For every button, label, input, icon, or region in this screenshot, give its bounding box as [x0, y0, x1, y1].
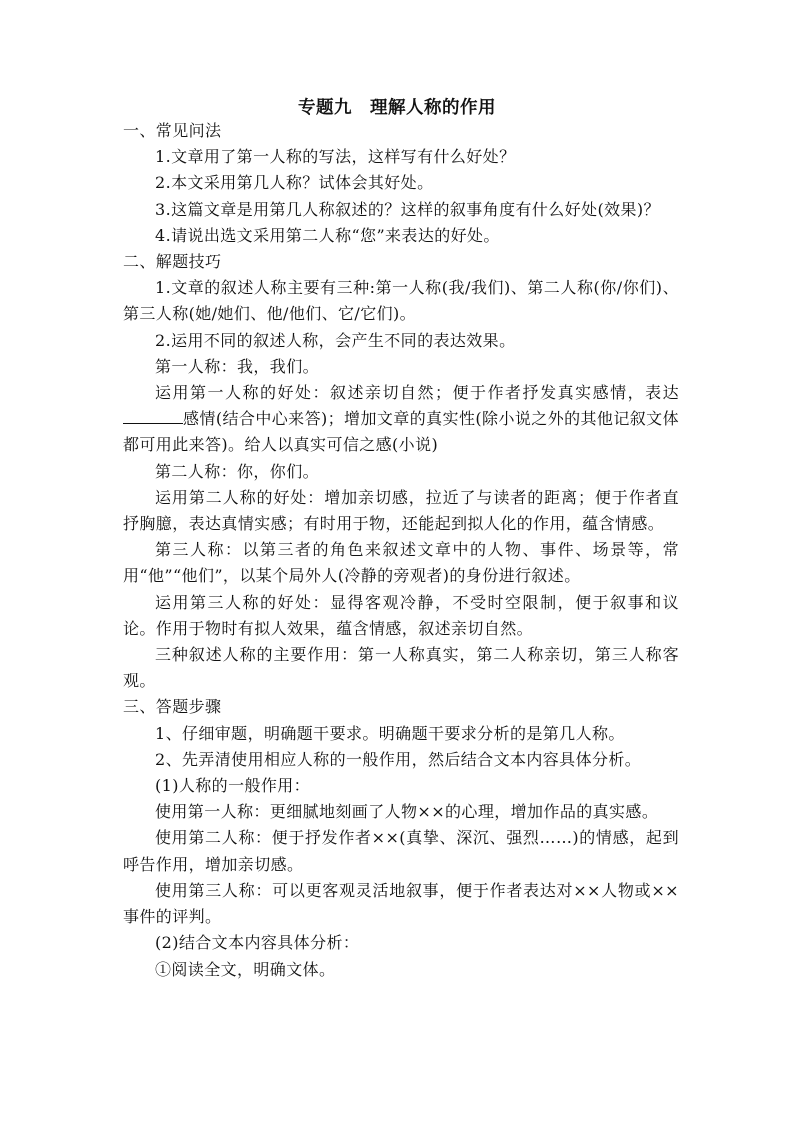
page-title: 专题九 理解人称的作用	[298, 98, 496, 118]
first-person-benefits	[123, 380, 679, 459]
read-full-text-step: ①阅读全文，明确文体。	[155, 959, 336, 979]
document-body	[123, 118, 679, 983]
use-second-person: 使用第二人称：便于抒发作者××(真挚、深沉、强烈……)的情感，起到呼告作用，增加亲切感。	[123, 828, 679, 874]
first-person-benefits-part-a: 运用第一人称的好处：叙述亲切自然；便于作者抒发真实感情，表达	[155, 383, 679, 403]
step-1: 1、仔细审题，明确题干要求。明确题干要求分析的是第几人称。	[155, 723, 625, 743]
second-person-benefits: 运用第二人称的好处：增加亲切感，拉近了与读者的距离；便于作者直抒胸臆，表达真情实感；有时用于物，还能起到拟人化的作用，蕴含情感。	[123, 487, 679, 534]
question-2: 2.本文采用第几人称？试体会其好处。	[155, 173, 434, 193]
first-person-definition: 第一人称：我，我们。	[155, 356, 320, 376]
use-first-person: 使用第一人称：更细腻地刻画了人物××的心理，增加作品的真实感。	[155, 802, 659, 822]
fill-in-blank	[123, 409, 183, 424]
tip-paragraph-1: 1.文章的叙述人称主要有三种:第一人称(我/我们)、第二人称(你/你们)、第三人称(她/她们、他/他们、它/它们)。	[123, 278, 679, 324]
section-heading-3: 三、答题步骤	[123, 697, 222, 717]
third-person-benefits: 运用第三人称的好处：显得客观冷静，不受时空限制，便于叙事和议论。作用于物时有拟人效果，蕴含情感，叙述亲切自然。	[123, 592, 679, 638]
first-person-benefits-part-b: 感情(结合中心来答)；增加文章的真实性(除小说之外的其他记叙文体都可用此来答)。给人以真实可信之感(小说)	[123, 409, 679, 455]
question-3: 3.这篇文章是用第几人称叙述的？这样的叙事角度有什么好处(效果)？	[155, 199, 660, 219]
step-2: 2、先弄清使用相应人称的一般作用，然后结合文本内容具体分析。	[155, 749, 642, 769]
general-effect-heading: (1)人称的一般作用：	[155, 776, 311, 796]
question-1: 1.文章用了第一人称的写法，这样写有什么好处？	[155, 147, 516, 167]
use-third-person: 使用第三人称：可以更客观灵活地叙事，便于作者表达对××人物或××事件的评判。	[123, 880, 679, 927]
section-heading-2: 二、解题技巧	[123, 252, 222, 272]
section-heading-1: 一、常见问法	[123, 121, 222, 140]
question-4: 4.请说出选文采用第二人称“您”来表达的好处。	[155, 225, 500, 245]
second-person-definition: 第二人称：你，你们。	[155, 461, 320, 481]
text-analysis-heading: (2)结合文本内容具体分析：	[155, 933, 360, 953]
three-persons-summary: 三种叙述人称的主要作用：第一人称真实，第二人称亲切，第三人称客观。	[123, 645, 679, 691]
tip-paragraph-2: 2.运用不同的叙述人称，会产生不同的表达效果。	[155, 330, 516, 350]
third-person-definition: 第三人称：以第三者的角色来叙述文章中的人物、事件、场景等，常用“他”“他们”，以某个局外人(冷静的旁观者)的身份进行叙述。	[123, 540, 679, 586]
